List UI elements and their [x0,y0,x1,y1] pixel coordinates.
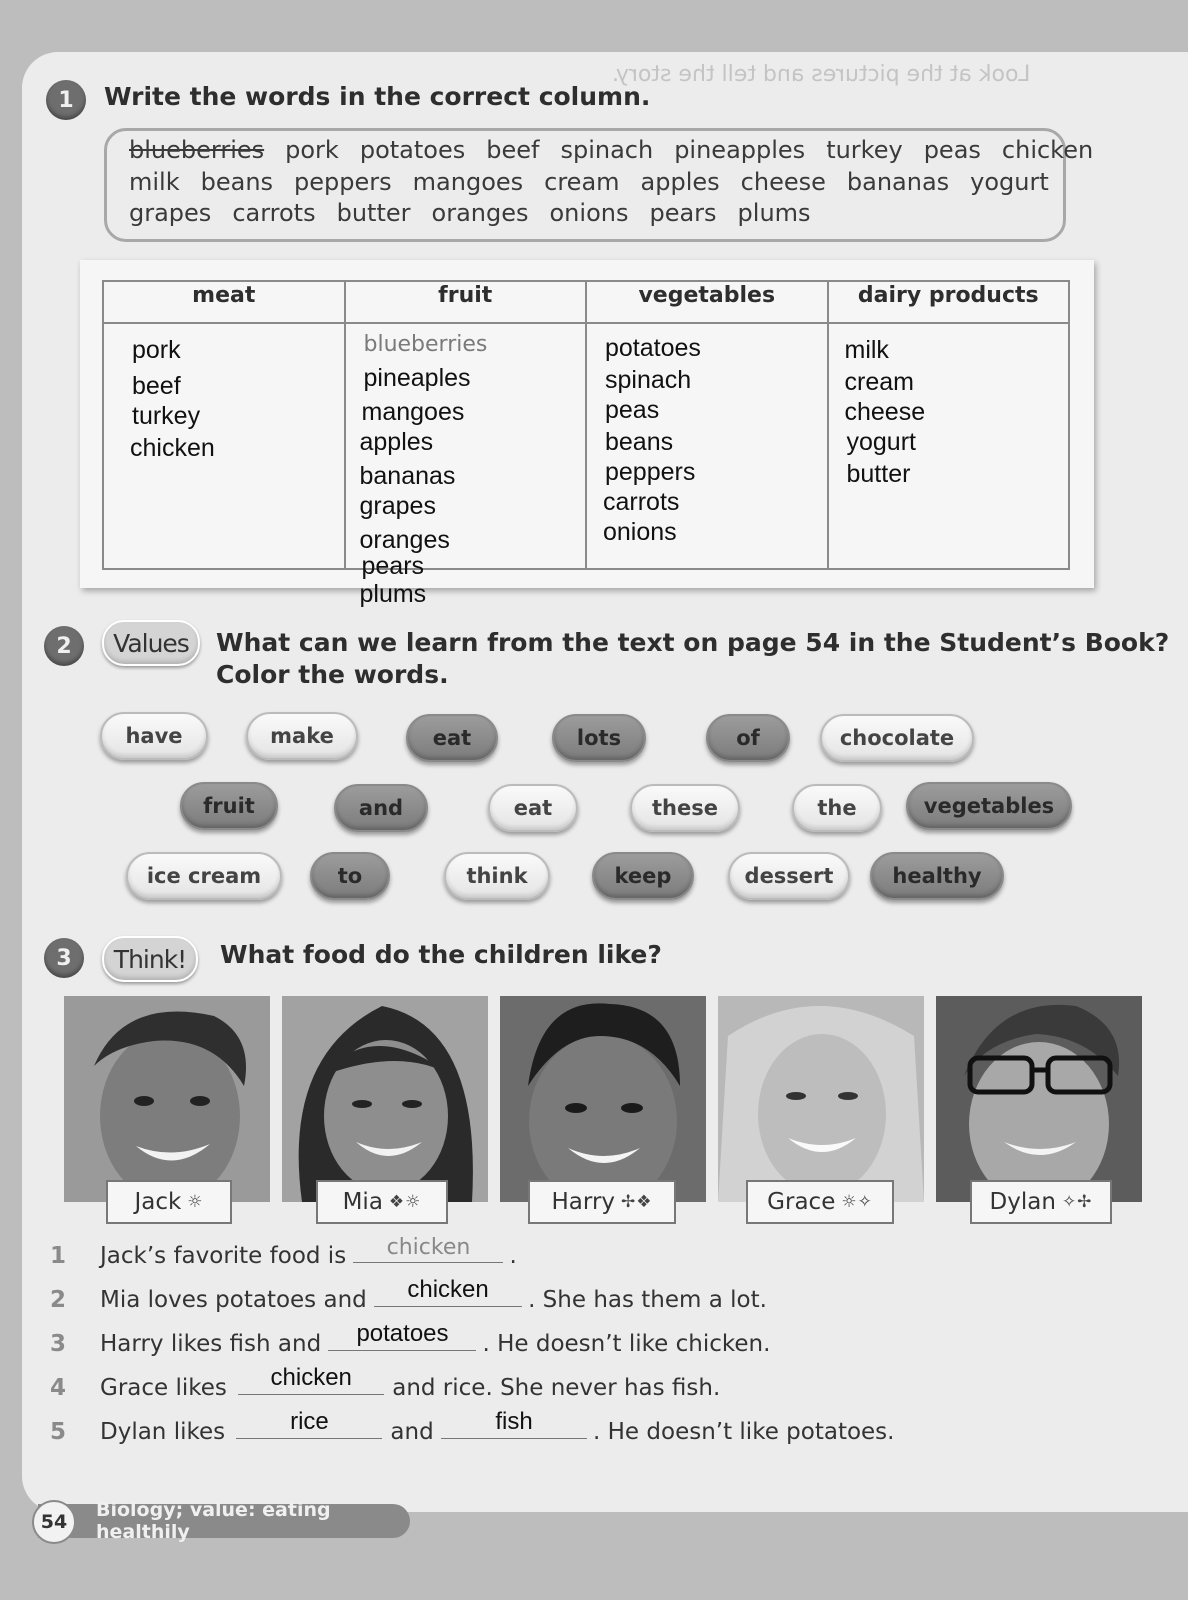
child-name: Grace [767,1189,836,1215]
word-bank-word: bananas [846,167,950,196]
sentence-text: Mia loves potatoes and [100,1287,375,1313]
word-bubble[interactable]: vegetables [906,782,1072,830]
handwritten-answer: plums [359,580,427,608]
sentence-number: 5 [50,1419,67,1445]
sentence-text: Jack’s favorite food is [100,1243,354,1269]
answer-blank[interactable] [236,1408,382,1439]
food-symbol-icon: ✢❖ [621,1192,653,1212]
handwritten-answer: pears [361,552,425,580]
word-bubble[interactable]: these [630,784,740,832]
word-bank-word: grapes [129,199,212,227]
sentence-number: 2 [50,1287,67,1313]
column-dairy[interactable] [828,323,1070,569]
sentence-3 [50,1320,771,1357]
child-name: Dylan [989,1189,1056,1215]
handwritten-answer: cheese [844,398,926,426]
answer-blank[interactable] [441,1408,587,1439]
handwritten-answer: potatoes [605,334,701,362]
handwritten-answer: butter [846,460,911,488]
word-bank-word: milk [129,167,180,196]
answer-blank[interactable] [328,1320,476,1351]
handwritten-answer: fish [495,1408,533,1435]
word-bank-word: chicken [1001,136,1094,164]
word-bank-word: yogurt [970,167,1049,196]
word-bank-word: blueberries [129,136,265,164]
word-bank-word: cheese [740,167,826,196]
word-bubble[interactable]: chocolate [820,714,974,762]
column-fruit[interactable] [345,323,587,608]
child-photo-dylan [936,996,1142,1202]
exercise-number-1: 1 [46,80,86,120]
word-bank-line [129,135,1094,167]
handwritten-answer: oranges [359,526,450,554]
column-header-fruit: fruit [345,281,587,323]
handwritten-answer: chicken [130,434,215,462]
column-meat[interactable] [103,323,345,569]
values-tag: Values [102,620,200,666]
word-bubble[interactable]: healthy [870,852,1004,900]
handwritten-answer: spinach [605,366,692,394]
handwritten-answer: mangoes [361,398,465,426]
handwritten-answer: chicken [407,1276,489,1303]
name-tag-harry [528,1180,676,1224]
sentence-text: and rice. She never has fish. [392,1375,721,1401]
exercise-number-3: 3 [44,938,84,978]
name-tag-jack [106,1180,232,1224]
sentence-number: 4 [50,1375,67,1401]
footer-topic-label: Biology; value: eating healthily [38,1504,410,1538]
word-bank-word: carrots [232,199,316,227]
child-name: Harry [551,1189,616,1215]
word-bank-word: peas [923,136,981,164]
handwritten-answer: peppers [605,458,696,486]
handwritten-answer: carrots [603,488,680,516]
answer-blank[interactable] [374,1276,522,1307]
name-tag-mia [316,1180,448,1224]
word-bank-word: plums [737,199,811,227]
name-tag-grace [746,1180,894,1224]
sentence-1 [50,1235,517,1269]
word-bubble[interactable]: fruit [180,782,278,830]
handwritten-answer: peas [605,396,660,424]
sentence-text: Harry likes fish and [100,1331,329,1357]
sentence-4 [50,1364,721,1401]
handwritten-answer: beans [605,428,674,456]
sentence-text: . He doesn’t like chicken. [482,1331,771,1357]
word-bubble[interactable]: keep [592,852,694,900]
word-bubble[interactable]: to [310,852,390,900]
food-symbol-icon: ❖☼ [388,1192,422,1212]
food-symbol-icon: ✧✢ [1061,1192,1093,1212]
word-bubble[interactable]: think [444,852,550,900]
word-bank-word: mangoes [412,167,524,196]
sentence-number: 1 [50,1243,67,1269]
printed-example-answer: blueberries [363,332,488,357]
handwritten-answer: chicken [270,1364,352,1391]
word-bank [104,128,1094,242]
exercise-3-heading: What food do the children like? [220,940,662,969]
sentence-text: . He doesn’t like potatoes. [593,1419,895,1445]
word-bank-word: cream [544,167,620,196]
handwritten-answer: milk [844,336,889,364]
word-bubble[interactable]: have [100,712,208,760]
child-photo-mia [282,996,488,1202]
word-bubble[interactable]: of [706,714,790,762]
answer-blank[interactable] [353,1235,503,1263]
sorting-table [102,280,1070,608]
word-bank-word: butter [336,199,411,227]
think-tag: Think! [102,936,198,982]
child-name: Jack [134,1189,182,1215]
food-symbol-icon: ☼✧ [841,1192,873,1212]
word-bubble[interactable]: ice cream [126,852,282,900]
word-bubble[interactable]: lots [552,714,646,762]
food-symbol-icon: ☼ [187,1192,204,1212]
column-header-dairy: dairy products [828,281,1070,323]
column-vegetables[interactable] [586,323,828,569]
handwritten-answer: bananas [359,462,456,490]
answer-blank[interactable] [238,1364,384,1395]
child-photo-harry [500,996,706,1202]
word-bank-line [129,167,1049,199]
exercise-2-heading-line2: Color the words. [216,660,449,689]
handwritten-answer: yogurt [846,428,916,456]
column-header-vegetables: vegetables [586,281,828,323]
sentence-text: . She has them a lot. [528,1287,767,1313]
sentence-2 [50,1276,767,1313]
word-bank-word: spinach [560,136,654,164]
handwritten-answer: potatoes [356,1320,449,1347]
word-bank-word: pears [649,199,717,227]
page-number: 54 [32,1500,76,1544]
name-tag-dylan [970,1180,1112,1224]
bleed-through-text: Look at the pictures and tell the story. [612,62,1031,87]
exercise-1-heading: Write the words in the correct column. [104,82,651,111]
handwritten-answer: pineaples [363,364,471,392]
word-bank-word: pork [285,136,339,164]
word-bank-word: turkey [826,136,903,164]
word-bank-word: beans [200,167,274,196]
column-header-meat: meat [103,281,345,323]
sentence-text: . [509,1243,517,1269]
handwritten-answer: cream [844,368,914,396]
sentence-5 [50,1408,895,1445]
handwritten-answer: grapes [359,492,436,520]
child-photo-grace [718,996,924,1202]
child-photo-jack [64,996,270,1202]
word-bank-word: pineapples [674,136,806,164]
word-bubble[interactable]: eat [406,714,498,762]
word-bank-line [129,198,1041,230]
handwritten-answer: apples [359,428,434,456]
sentence-text: Grace likes [100,1375,235,1401]
exercise-number-2: 2 [44,626,84,666]
handwritten-answer: pork [132,336,181,364]
word-bank-word: onions [549,199,629,227]
word-bubble[interactable]: and [334,784,428,832]
handwritten-answer: beef [132,372,181,400]
exercise-2-heading-line1: What can we learn from the text on page 54 in the Student’s Book? [216,628,1170,657]
word-bank-word: beef [486,136,540,164]
word-bubble[interactable]: eat [488,784,578,832]
sentence-number: 3 [50,1331,67,1357]
word-bubble[interactable]: make [246,712,358,760]
sentence-text: Dylan likes [100,1419,233,1445]
word-bank-word: oranges [431,199,529,227]
handwritten-answer: onions [603,518,677,546]
word-bubble[interactable]: the [792,784,882,832]
word-bubble[interactable]: dessert [728,852,850,900]
sorting-table-card [80,260,1094,608]
printed-example-answer: chicken [386,1235,471,1260]
word-bank-word: potatoes [359,136,466,164]
child-name: Mia [342,1189,383,1215]
handwritten-answer: turkey [132,402,201,430]
handwritten-answer: rice [290,1408,329,1435]
sentence-text: and [390,1419,442,1445]
word-bank-word: peppers [294,167,392,196]
word-bank-word: apples [640,167,720,196]
